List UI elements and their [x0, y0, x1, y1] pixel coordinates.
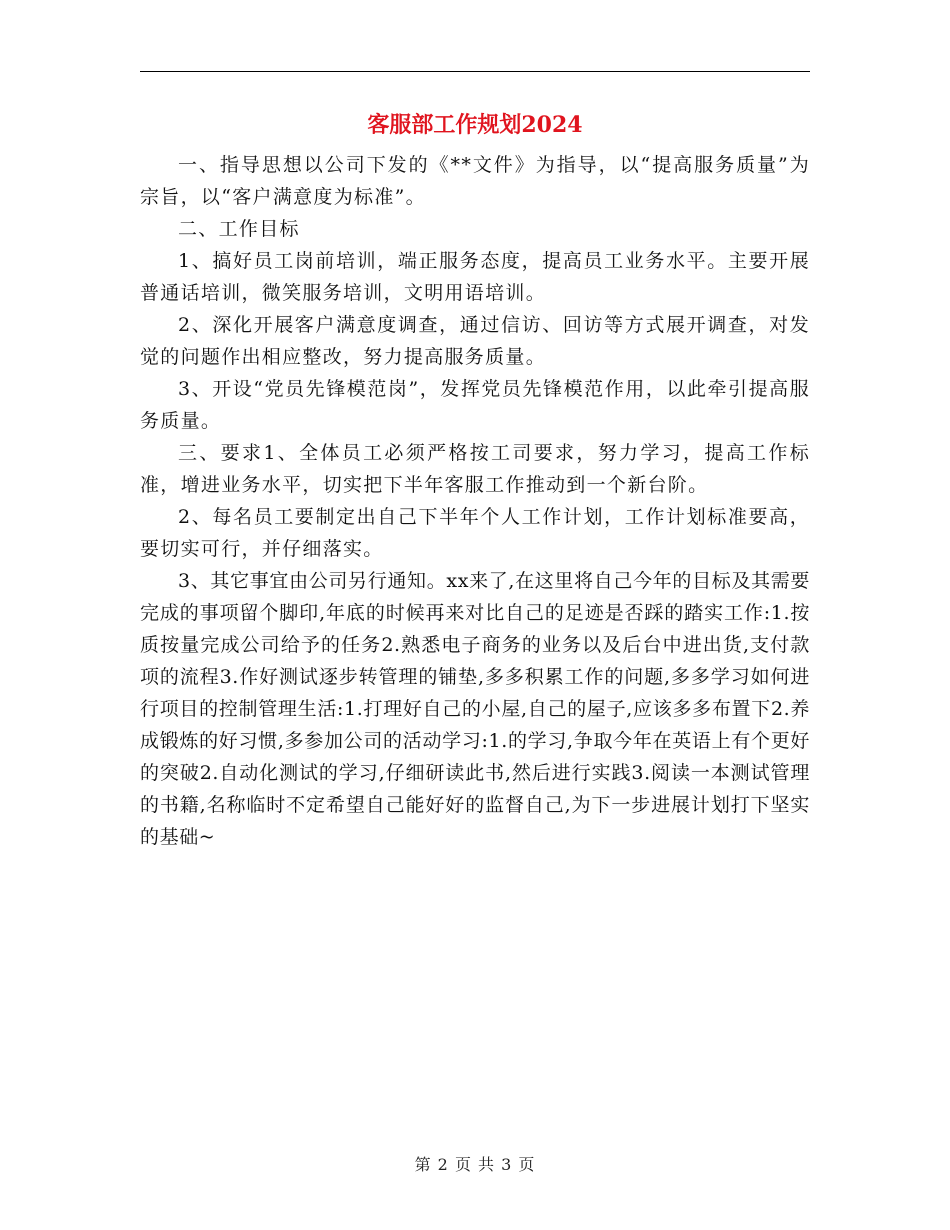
document-title: 客服部工作规划2024 — [367, 112, 583, 138]
document-body — [140, 149, 810, 853]
paragraph-requirements-1: 三、要求1、全体员工必须严格按工司要求，努力学习，提高工作标准，增进业务水平，切实把下半年客服工作推动到一个新台阶。 — [140, 442, 810, 496]
paragraph-goal-3: 3、开设“党员先锋模范岗”，发挥党员先锋模范作用，以此牵引提高服务质量。 — [140, 378, 810, 432]
paragraph-requirements-3: 3、其它事宜由公司另行通知。xx来了,在这里将自己今年的目标及其需要完成的事项留个脚印,年底的时候再来对比自己的足迹是否踩的踏实工作:1.按质按量完成公司给予的任务2.熟悉电子商务的业务以及后台中进出货,支付款项的流程3.作好测试逐步转管理的铺垫,多多积累工作的问题,多多学习如何进行项目的控制管理生活:1.打理好自己的小屋,自己的屋子,应该多多布置下2.养成锻炼的好习惯,多参加公司的活动学习:1.的学习,争取今年在英语上有个更好的突破2.自动化测试的学习,仔细研读此书,然后进行实践3.阅读一本测试管理的书籍,名称临时不定希望自己能好好的监督自己,为下一步进展计划打下坚实的基础~ — [140, 570, 810, 848]
paragraph-requirements-2: 2、每名员工要制定出自己下半年个人工作计划，工作计划标准要高，要切实可行，并仔细落实。 — [140, 506, 810, 560]
paragraph-guiding-ideology: 一、指导思想以公司下发的《**文件》为指导，以“提高服务质量”为宗旨，以“客户满意度为标准”。 — [140, 154, 810, 208]
paragraph-work-goals-heading: 二、工作目标 — [178, 218, 300, 240]
header-rule — [140, 71, 810, 72]
paragraph-goal-1: 1、搞好员工岗前培训，端正服务态度，提高员工业务水平。主要开展普通话培训，微笑服务培训，文明用语培训。 — [140, 250, 810, 304]
paragraph-goal-2: 2、深化开展客户满意度调查，通过信访、回访等方式展开调查，对发觉的问题作出相应整改，努力提高服务质量。 — [140, 314, 810, 368]
page-number: 第 2 页 共 3 页 — [414, 1155, 536, 1174]
